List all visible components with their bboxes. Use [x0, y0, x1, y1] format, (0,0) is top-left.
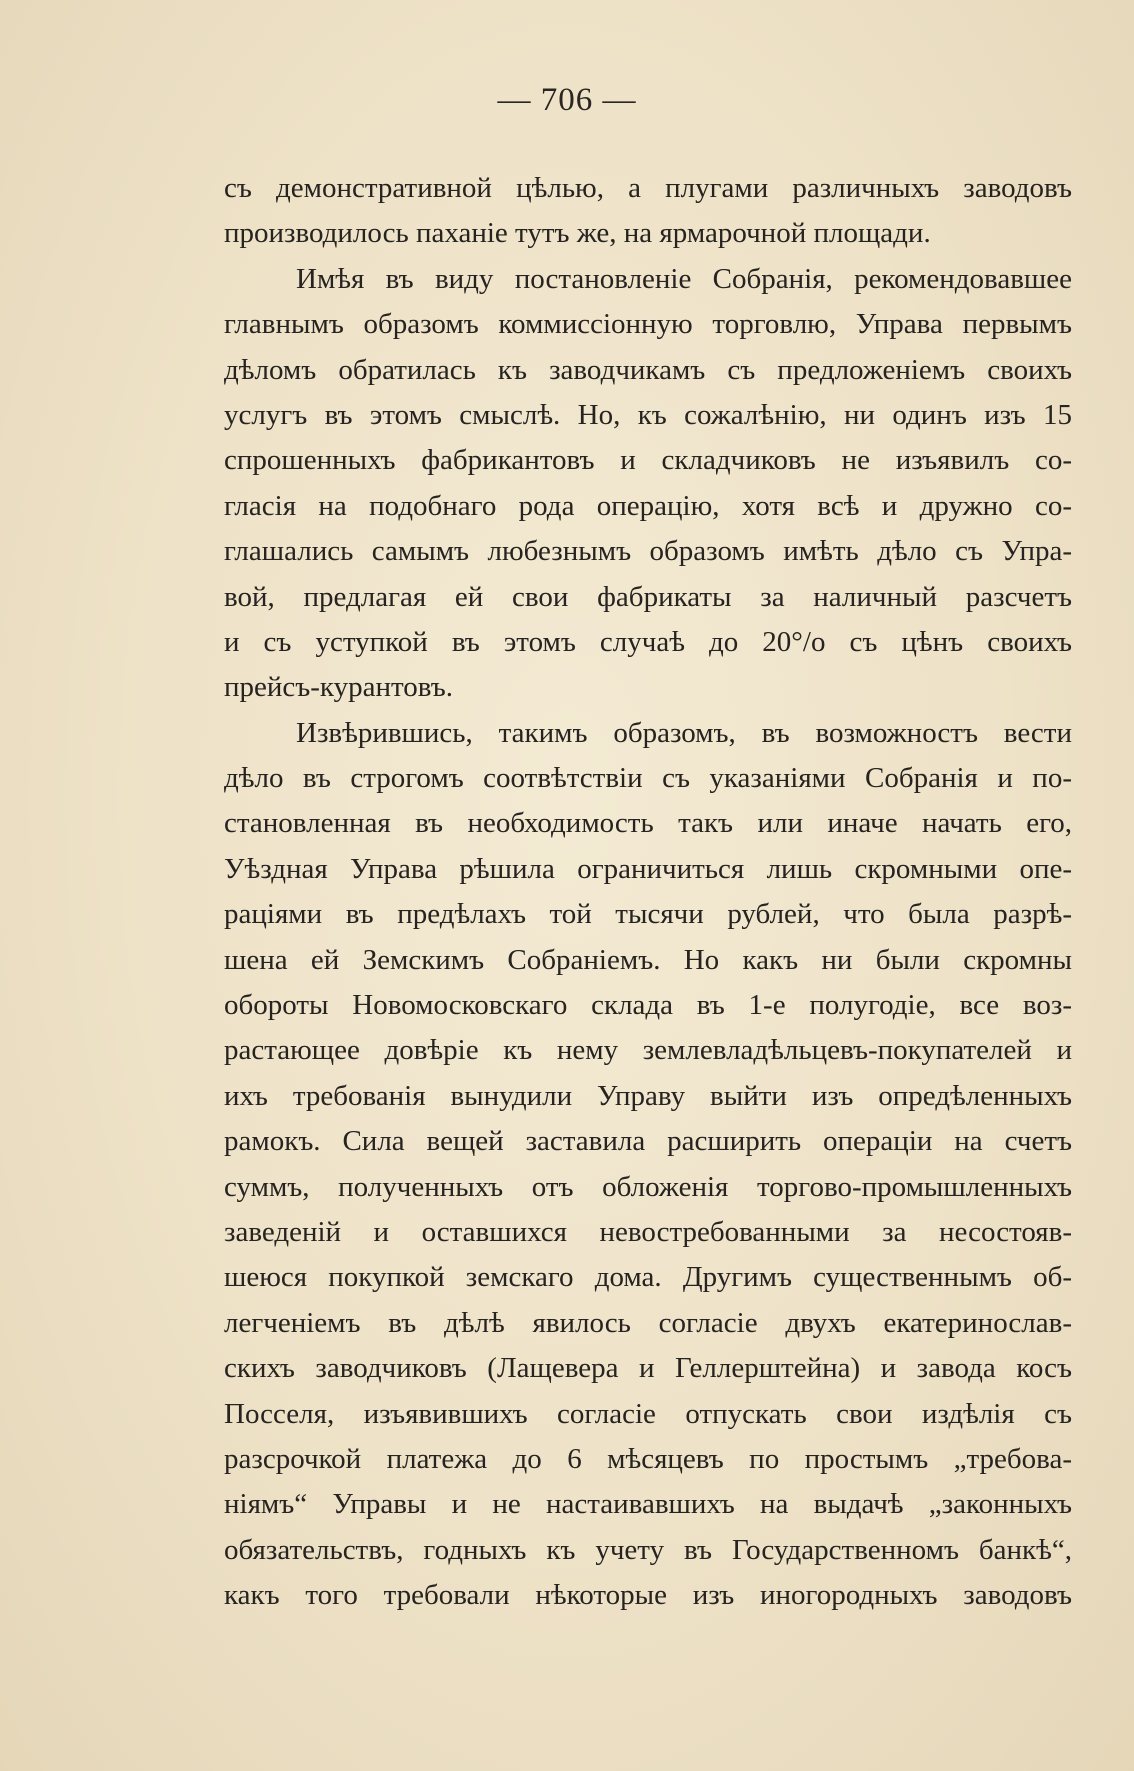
text-line: легченіемъ въ дѣлѣ явилось согласіе двухъ екатеринослав- [224, 1306, 1072, 1339]
text-line: растающее довѣріе къ нему землевладѣльцевъ-покупателей и [224, 1034, 1072, 1067]
text-line: прейсъ-курантовъ. [224, 671, 454, 704]
text-line: глашались самымъ любезнымъ образомъ имѣть дѣло съ Упра- [224, 535, 1072, 568]
text-line: вой, предлагая ей свои фабрикаты за наличный разсчетъ [224, 580, 1072, 613]
text-line: Уѣздная Управа рѣшила ограничиться лишь скромными опе- [224, 852, 1072, 885]
body-text [224, 166, 1072, 1619]
text-line: Посселя, изъявившихъ согласіе отпускать свои издѣлія съ [224, 1397, 1072, 1430]
text-line: раціями въ предѣлахъ той тысячи рублей, что была разрѣ- [224, 898, 1072, 931]
text-line: обороты Новомосковскаго склада въ 1-е полугодіе, все воз- [224, 989, 1072, 1022]
text-line: спрошенныхъ фабрикантовъ и складчиковъ не изъявилъ со- [224, 444, 1072, 477]
text-line: ніямъ“ Управы и не настаивавшихъ на выдачѣ „законныхъ [224, 1488, 1072, 1521]
text-line: шена ей Земскимъ Собраніемъ. Но какъ ни были скромны [224, 943, 1072, 976]
text-line: становленная въ необходимость такъ или иначе начать его, [224, 807, 1072, 840]
text-line: услугъ въ этомъ смыслѣ. Но, къ сожалѣнію, ни одинъ изъ 15 [224, 398, 1072, 431]
text-line: рамокъ. Сила вещей заставила расширить операціи на счетъ [224, 1125, 1072, 1158]
text-line: какъ того требовали нѣкоторые изъ иногородныхъ заводовъ [224, 1579, 1072, 1612]
text-line: производилось паханіе тутъ же, на ярмарочной площади. [224, 217, 931, 250]
text-line: обязательствъ, годныхъ къ учету въ Государственномъ банкѣ“, [224, 1533, 1072, 1566]
text-line: дѣло въ строгомъ соотвѣтствіи съ указаніями Собранія и по- [224, 762, 1072, 795]
text-line: шеюся покупкой земскаго дома. Другимъ существеннымъ об- [224, 1261, 1072, 1294]
text-line: гласія на подобнаго рода операцію, хотя всѣ и дружно со- [224, 489, 1072, 522]
text-line: суммъ, полученныхъ отъ обложенія торгово-промышленныхъ [224, 1170, 1072, 1203]
text-line: съ демонстративной цѣлью, а плугами различныхъ заводовъ [224, 172, 1072, 204]
text-line: Имѣя въ виду постановленіе Собранія, рекомендовавшее [296, 262, 1072, 295]
page-number: — 706 — [497, 82, 637, 118]
text-line: заведеній и оставшихся невостребованными за несостояв- [224, 1215, 1072, 1248]
text-line: разсрочкой платежа до 6 мѣсяцевъ по простымъ „требова- [224, 1442, 1072, 1475]
text-line: дѣломъ обратилась къ заводчикамъ съ предложеніемъ своихъ [224, 353, 1072, 386]
text-line: главнымъ образомъ коммиссіонную торговлю, Управа первымъ [224, 308, 1072, 341]
text-line: ихъ требованія вынудили Управу выйти изъ опредѣленныхъ [224, 1079, 1072, 1112]
text-line: и съ уступкой въ этомъ случаѣ до 20°/o съ цѣнъ своихъ [224, 625, 1072, 658]
text-line: Извѣрившись, такимъ образомъ, въ возможностъ вести [296, 716, 1072, 749]
text-line: скихъ заводчиковъ (Лащевера и Геллерштейна) и завода косъ [224, 1352, 1072, 1385]
